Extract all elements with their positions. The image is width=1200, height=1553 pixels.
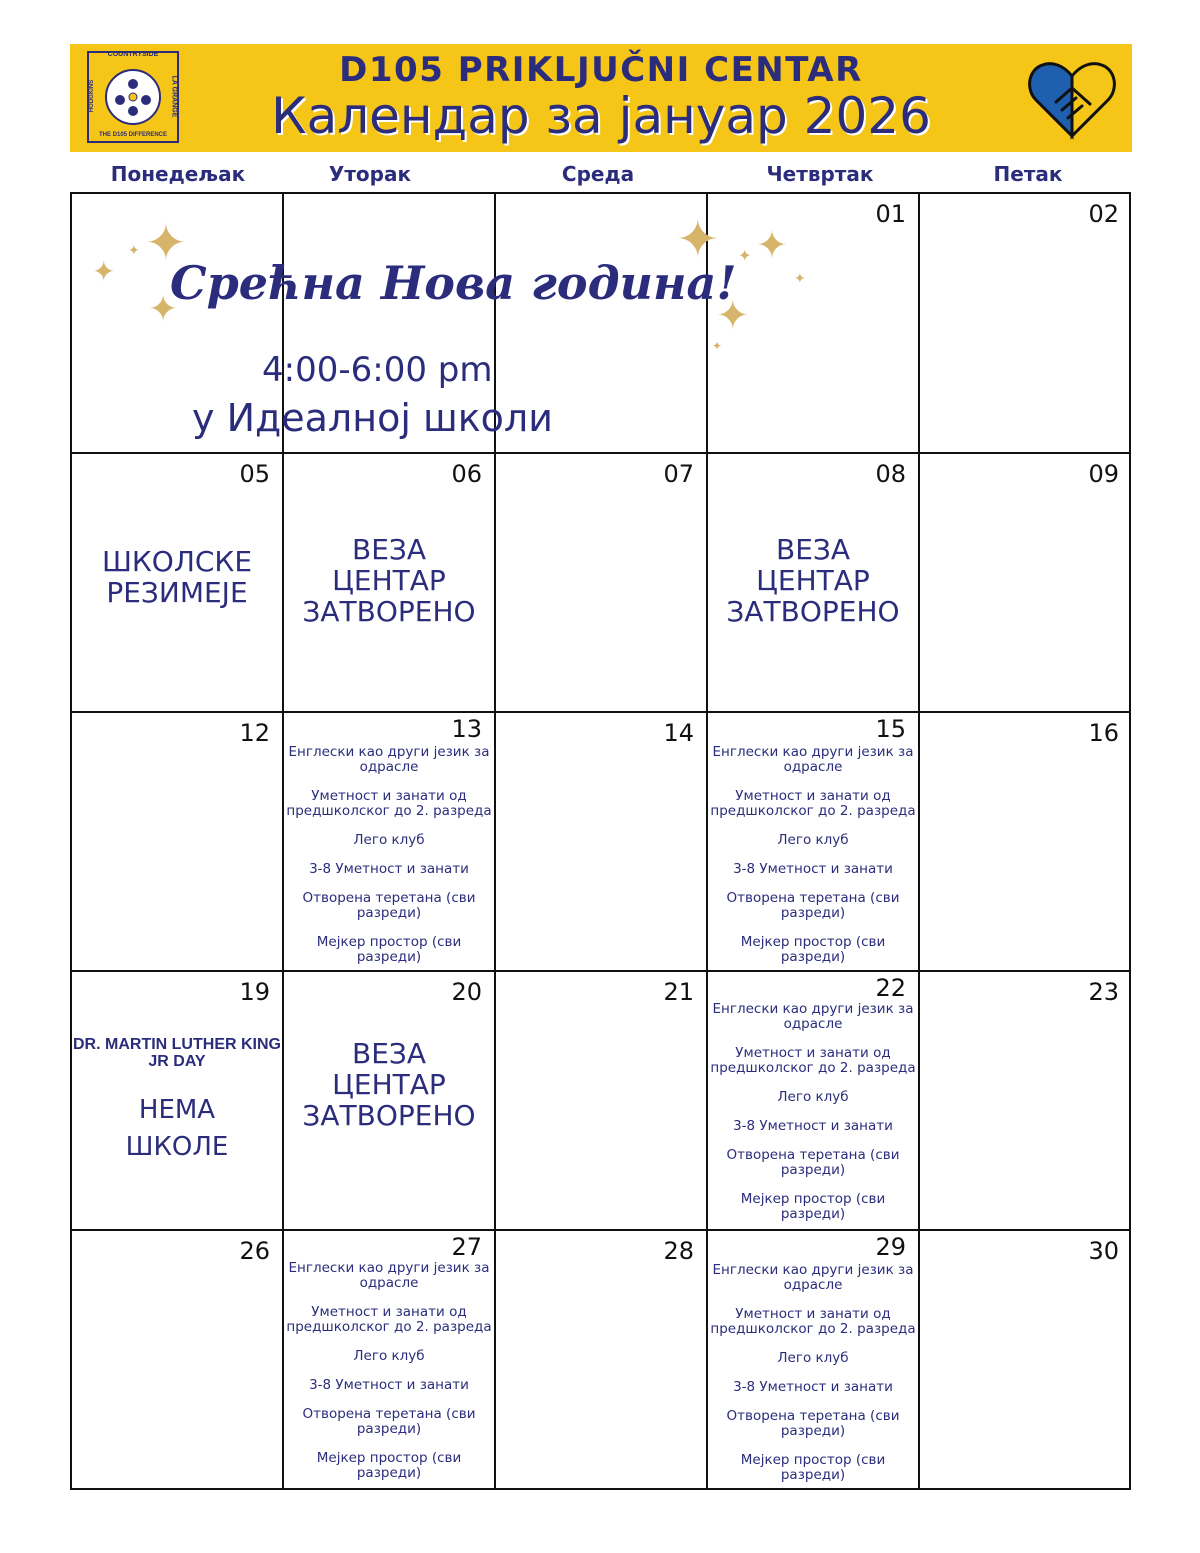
activity-arts-3-8: 3-8 Уметност и занати (733, 861, 893, 877)
new-year-time: 4:00-6:00 pm (262, 350, 493, 390)
day-number: 20 (451, 978, 482, 1006)
sparkle-icon: ✦ (676, 210, 720, 270)
day-cell-21[interactable] (496, 972, 706, 1229)
activity-arts-prek-2: Уметност и занати од предшколског до 2. разреда (286, 1304, 492, 1335)
day-cell-15[interactable] (708, 713, 918, 970)
activity-esl: Енглески као други језик за одрасле (712, 744, 914, 775)
activity-lego-club: Лего клуб (353, 832, 425, 848)
activity-arts-prek-2: Уметност и занати од предшколског до 2. разреда (286, 788, 492, 819)
day-number: 22 (875, 974, 906, 1002)
activity-arts-3-8: 3-8 Уметност и занати (733, 1118, 893, 1134)
activity-maker-space: Мејкер простор (сви разреди) (740, 1191, 886, 1222)
closed-line: ВЕЗА (351, 1037, 426, 1070)
no-school-note (72, 1092, 282, 1166)
logo-text-bottom: THE D105 DIFFERENCE (98, 132, 167, 138)
handshake-heart-icon (1026, 56, 1118, 142)
activity-list (708, 745, 918, 979)
activity-open-gym: Отворена теретана (сви разреди) (302, 1406, 476, 1437)
activity-list (708, 1002, 918, 1236)
day-cell-19[interactable] (72, 972, 282, 1229)
activity-arts-prek-2: Уметност и занати од предшколског до 2. разреда (710, 788, 916, 819)
activity-open-gym: Отворена теретана (сви разреди) (302, 890, 476, 921)
center-closed-note (708, 534, 918, 627)
day-number: 05 (239, 460, 270, 488)
day-cell-20[interactable] (284, 972, 494, 1229)
day-number: 30 (1088, 1237, 1119, 1265)
closed-line: ВЕЗА (351, 533, 426, 566)
closed-line: ЦЕНТАР (332, 1068, 446, 1101)
activity-lego-club: Лего клуб (353, 1348, 425, 1364)
day-cell-28[interactable] (496, 1231, 706, 1490)
activity-lego-club: Лего клуб (777, 832, 849, 848)
day-cell-08[interactable] (708, 454, 918, 711)
day-cell-14[interactable] (496, 713, 706, 970)
day-cell-22[interactable] (708, 972, 918, 1229)
sparkle-icon: ✦ (148, 289, 179, 330)
sparkle-icon: ✦ (716, 293, 750, 339)
activity-arts-3-8: 3-8 Уметност и занати (309, 1377, 469, 1393)
sparkle-icon: ✦ (756, 223, 788, 267)
activity-maker-space: Мејкер простор (сви разреди) (740, 934, 886, 965)
closed-line: ЗАТВОРЕНО (302, 595, 476, 628)
school-resume-note: ШКОЛСКЕ РЕЗИМЕЈЕ (101, 545, 253, 609)
day-number: 07 (663, 460, 694, 488)
day-cell-06[interactable] (284, 454, 494, 711)
day-number: 19 (239, 978, 270, 1006)
day-number: 12 (239, 719, 270, 747)
no-school-line: ШКОЛЕ (125, 1132, 229, 1162)
day-number: 23 (1088, 978, 1119, 1006)
activity-arts-3-8: 3-8 Уметност и занати (309, 861, 469, 877)
day-number: 29 (875, 1233, 906, 1261)
activity-arts-3-8: 3-8 Уметност и занати (733, 1379, 893, 1395)
weekday-monday: Понедељак (110, 162, 246, 186)
day-cell-30[interactable] (920, 1231, 1131, 1490)
activity-list (284, 1261, 494, 1495)
closed-line: ЦЕНТАР (756, 564, 870, 597)
activity-esl: Енглески као други језик за одрасле (712, 1262, 914, 1293)
sparkle-icon: ✦ (738, 246, 752, 265)
sparkle-icon: ✦ (794, 271, 806, 287)
activity-maker-space: Мејкер простор (сви разреди) (740, 1452, 886, 1483)
mlk-day-title: DR. MARTIN LUTHER KING JR DAY (73, 1036, 281, 1070)
sparkle-icon: ✦ (92, 255, 116, 288)
activity-arts-prek-2: Уметност и занати од предшколског до 2. разреда (710, 1045, 916, 1076)
day-cell-27[interactable] (284, 1231, 494, 1490)
day-number: 09 (1088, 460, 1119, 488)
day-number: 08 (875, 460, 906, 488)
day-number: 06 (451, 460, 482, 488)
header-subtitle: Календар за јануар 2026 (271, 87, 931, 145)
weekday-thursday: Четвртак (766, 162, 874, 186)
day-number: 15 (875, 715, 906, 743)
weekday-wednesday: Среда (561, 162, 635, 186)
center-closed-note (284, 1038, 494, 1131)
day-number: 28 (663, 1237, 694, 1265)
day-cell-07[interactable] (496, 454, 706, 711)
activity-open-gym: Отворена теретана (сви разреди) (726, 1147, 900, 1178)
activity-list (708, 1263, 918, 1497)
day-cell-02[interactable] (920, 194, 1131, 452)
new-year-place: у Идеалној школи (192, 396, 553, 440)
logo-text-left: HODGKINS (89, 79, 95, 113)
center-closed-note (284, 534, 494, 627)
day-number: 01 (875, 200, 906, 228)
day-cell-09[interactable] (920, 454, 1131, 711)
day-number: 13 (451, 715, 482, 743)
day-number: 26 (239, 1237, 270, 1265)
day-number: 16 (1088, 719, 1119, 747)
activity-maker-space: Мејкер простор (сви разреди) (316, 1450, 462, 1481)
day-cell-13[interactable] (284, 713, 494, 970)
day-number: 14 (663, 719, 694, 747)
day-cell-16[interactable] (920, 713, 1131, 970)
sparkle-icon: ✦ (712, 339, 723, 353)
day-number: 27 (451, 1233, 482, 1261)
header-title: D105 PRIKLJUČNI CENTAR (339, 50, 863, 90)
day-cell-29[interactable] (708, 1231, 918, 1490)
activity-arts-prek-2: Уметност и занати од предшколског до 2. разреда (710, 1306, 916, 1337)
day-cell-23[interactable] (920, 972, 1131, 1229)
activity-open-gym: Отворена теретана (сви разреди) (726, 1408, 900, 1439)
day-cell-12[interactable] (72, 713, 282, 970)
sparkle-icon: ✦ (145, 214, 187, 272)
activity-open-gym: Отворена теретана (сви разреди) (726, 890, 900, 921)
weekday-tuesday: Уторак (328, 162, 412, 186)
activity-lego-club: Лего клуб (777, 1089, 849, 1105)
no-school-line: НЕМА (138, 1095, 216, 1125)
weekday-friday: Петак (993, 162, 1063, 186)
closed-line: ВЕЗА (775, 533, 850, 566)
activity-maker-space: Мејкер простор (сви разреди) (316, 934, 462, 965)
calendar-grid (70, 192, 1131, 1490)
closed-line: ЦЕНТАР (332, 564, 446, 597)
logo-text-top: COUNTRYSIDE (107, 51, 159, 58)
closed-line: ЗАТВОРЕНО (302, 1099, 476, 1132)
activity-list (284, 745, 494, 979)
activity-esl: Енглески као други језик за одрасле (288, 1260, 490, 1291)
new-year-title: Срећна Нова година! (170, 256, 737, 310)
logo-text-right: LA GRANGE (170, 75, 178, 118)
day-number: 21 (663, 978, 694, 1006)
activity-esl: Енглески као други језик за одрасле (712, 1001, 914, 1032)
closed-line: ЗАТВОРЕНО (726, 595, 900, 628)
day-number: 02 (1088, 200, 1119, 228)
day-cell-05[interactable] (72, 454, 282, 711)
day-cell-26[interactable] (72, 1231, 282, 1490)
activity-esl: Енглески као други језик за одрасле (288, 744, 490, 775)
header-banner (70, 44, 1132, 152)
sparkle-icon: ✦ (128, 243, 140, 259)
activity-lego-club: Лего клуб (777, 1350, 849, 1366)
